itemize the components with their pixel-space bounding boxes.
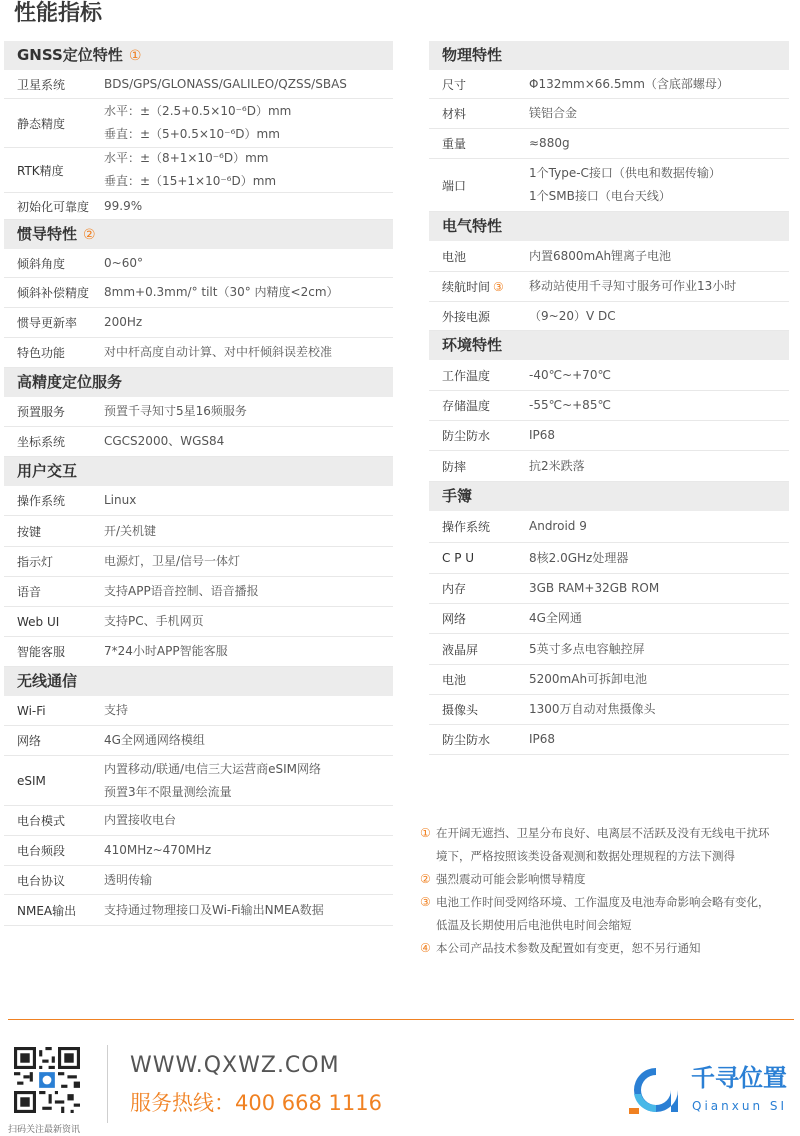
spec-value bbox=[529, 728, 789, 751]
section-header bbox=[4, 41, 393, 70]
spec-value-line: 内置移动/联通/电信三大运营商eSIM网络 bbox=[104, 761, 321, 776]
section-header bbox=[4, 457, 393, 486]
section-title: 无线通信 bbox=[17, 672, 78, 690]
spec-value-line: Android 9 bbox=[529, 519, 587, 533]
spec-label-text: 指示灯 bbox=[17, 555, 54, 569]
spec-label-text: 电池 bbox=[442, 673, 467, 687]
spec-value bbox=[104, 341, 393, 364]
spec-row bbox=[4, 577, 393, 607]
section-title: 手簿 bbox=[442, 487, 473, 505]
spec-label bbox=[429, 278, 529, 295]
spec-label-text: 电台模式 bbox=[17, 814, 66, 828]
service-hotline: 服务热线：400 668 1116 bbox=[130, 1091, 382, 1115]
footnote bbox=[420, 868, 798, 891]
spec-row bbox=[429, 421, 789, 451]
section-header bbox=[429, 331, 789, 360]
section-title: 高精度定位服务 bbox=[17, 373, 123, 391]
spec-label-text: 续航时间 bbox=[442, 280, 491, 294]
spec-row bbox=[4, 308, 393, 338]
spec-value bbox=[529, 132, 789, 155]
spec-label bbox=[4, 344, 104, 361]
spec-label-text: 尺寸 bbox=[442, 77, 467, 92]
spec-value bbox=[104, 281, 393, 304]
spec-value-line: 7*24小时APP智能客服 bbox=[104, 644, 228, 658]
section-title: 物理特性 bbox=[442, 46, 503, 64]
spec-value bbox=[529, 607, 789, 630]
footnote-text bbox=[436, 891, 770, 937]
spec-row bbox=[429, 725, 789, 755]
spec-label-text: 防尘防水 bbox=[442, 733, 491, 747]
section-title: 环境特性 bbox=[442, 336, 503, 354]
footnote-line: 电池工作时间受网络环境、工作温度及电池寿命影响会略有变化， bbox=[436, 895, 770, 909]
spec-row bbox=[429, 241, 789, 272]
spec-row bbox=[4, 607, 393, 637]
spec-value bbox=[104, 899, 393, 922]
spec-value-line: IP68 bbox=[529, 428, 556, 442]
spec-row bbox=[4, 99, 393, 148]
spec-value bbox=[104, 195, 393, 218]
website-url[interactable]: WWW.QXWZ.COM bbox=[130, 1053, 340, 1078]
spec-value-line: 8核2.0GHz处理器 bbox=[529, 550, 629, 565]
spec-value-line: 99.9% bbox=[104, 198, 143, 213]
spec-value bbox=[104, 580, 393, 603]
spec-value-line: 支持通过物理接口及Wi-Fi输出NMEA数据 bbox=[104, 902, 324, 917]
page-title: 性能指标 bbox=[14, 1, 103, 26]
spec-label bbox=[429, 105, 529, 122]
spec-value-line: 1个Type-C接口（供电和数据传输） bbox=[529, 166, 721, 180]
footnote-number: ① bbox=[420, 826, 431, 840]
spec-value bbox=[104, 729, 393, 752]
spec-value-line: 对中杆高度自动计算、对中杆倾斜误差校准 bbox=[104, 345, 333, 359]
footnotes bbox=[420, 822, 798, 960]
spec-label-text: Wi-Fi bbox=[17, 703, 46, 718]
spec-label bbox=[4, 403, 104, 420]
spec-value bbox=[529, 638, 789, 661]
spec-value-line: 内置接收电台 bbox=[104, 813, 177, 827]
spec-value bbox=[529, 73, 789, 96]
spec-label bbox=[429, 397, 529, 414]
spec-value-line: 8mm+0.3mm/° tilt（30° 内精度<2cm） bbox=[104, 285, 339, 299]
qr-caption: 扫码关注最新资讯 bbox=[8, 1125, 81, 1135]
spec-row bbox=[4, 148, 393, 193]
spec-value bbox=[529, 424, 789, 447]
spec-label-text: 防摔 bbox=[442, 459, 467, 474]
footnote-line: 低温及长期使用后电池供电时间会缩短 bbox=[436, 918, 632, 932]
footnote bbox=[420, 937, 798, 960]
spec-value bbox=[104, 758, 393, 804]
section-header bbox=[429, 212, 789, 241]
spec-label-text: 网络 bbox=[442, 612, 467, 626]
spec-row bbox=[429, 604, 789, 634]
spec-value bbox=[529, 364, 789, 387]
section-header bbox=[4, 220, 393, 249]
right-spec-column bbox=[429, 41, 789, 755]
spec-row bbox=[4, 547, 393, 577]
spec-row bbox=[4, 726, 393, 756]
spec-label bbox=[429, 551, 529, 565]
spec-value-line: 镁铝合金 bbox=[529, 106, 578, 120]
spec-label bbox=[4, 162, 104, 179]
spec-label bbox=[429, 248, 529, 265]
spec-value bbox=[529, 577, 789, 600]
spec-row bbox=[429, 360, 789, 391]
spec-label bbox=[429, 177, 529, 194]
spec-label-text: 特色功能 bbox=[17, 346, 66, 360]
spec-value-line: 0~60° bbox=[104, 255, 143, 270]
spec-label-text: eSIM bbox=[17, 773, 46, 788]
qr-code-icon bbox=[14, 1047, 80, 1113]
spec-value-line: 水平：±（2.5+0.5×10⁻⁶D）mm bbox=[104, 104, 292, 118]
spec-value-line: 开/关机键 bbox=[104, 523, 157, 538]
footnote-line: 强烈震动可能会影响惯导精度 bbox=[436, 872, 586, 886]
spec-value bbox=[529, 305, 789, 328]
spec-label bbox=[429, 701, 529, 718]
spec-value-line: 垂直：±（5+0.5×10⁻⁶D）mm bbox=[104, 127, 280, 141]
section-header bbox=[4, 667, 393, 696]
spec-label-text: 按键 bbox=[17, 524, 42, 539]
spec-value-line: 1个SMB接口（电台天线） bbox=[529, 189, 671, 203]
spec-label-text: 操作系统 bbox=[442, 520, 491, 534]
spec-label bbox=[4, 553, 104, 570]
spec-value bbox=[104, 699, 393, 722]
section-title: 惯导特性 bbox=[17, 225, 78, 243]
spec-value-line: 移动站使用千寻知寸服务可作业13小时 bbox=[529, 279, 737, 293]
spec-label-text: 防尘防水 bbox=[442, 429, 491, 443]
spec-row bbox=[429, 99, 789, 129]
spec-label bbox=[429, 518, 529, 535]
spec-label-text: 内存 bbox=[442, 582, 467, 596]
spec-row bbox=[4, 637, 393, 667]
spec-value-line: 5200mAh可拆卸电池 bbox=[529, 672, 648, 686]
spec-value bbox=[104, 252, 393, 275]
spec-value-line: 预置千寻知寸5星16频服务 bbox=[104, 404, 247, 418]
spec-label-text: 电台协议 bbox=[17, 873, 66, 888]
spec-value bbox=[529, 547, 789, 570]
spec-label-text: 惯导更新率 bbox=[17, 316, 78, 330]
spec-label bbox=[429, 458, 529, 475]
spec-value bbox=[104, 400, 393, 423]
spec-row bbox=[429, 391, 789, 421]
spec-row bbox=[429, 543, 789, 574]
spec-row bbox=[4, 696, 393, 726]
spec-label bbox=[4, 433, 104, 450]
footnote-marker: ① bbox=[128, 48, 142, 64]
spec-row bbox=[429, 511, 789, 543]
spec-label-text: 网络 bbox=[17, 734, 42, 748]
section-title: GNSS定位特性 bbox=[17, 46, 123, 64]
spec-row bbox=[429, 272, 789, 302]
spec-value-line: 1300万自动对焦摄像头 bbox=[529, 702, 656, 716]
footnote bbox=[420, 891, 798, 937]
spec-row bbox=[4, 516, 393, 547]
spec-value bbox=[529, 394, 789, 417]
spec-label-text: 预置服务 bbox=[17, 405, 66, 419]
spec-label bbox=[429, 671, 529, 688]
spec-value-line: 内置6800mAh锂离子电池 bbox=[529, 248, 672, 263]
spec-value bbox=[104, 869, 393, 892]
spec-row bbox=[429, 70, 789, 99]
spec-label bbox=[429, 308, 529, 325]
spec-row bbox=[4, 427, 393, 457]
spec-value-line: CGCS2000、WGS84 bbox=[104, 434, 225, 448]
spec-value bbox=[529, 162, 789, 208]
spec-value bbox=[529, 668, 789, 691]
spec-label bbox=[4, 583, 104, 600]
spec-value bbox=[104, 100, 393, 146]
spec-row bbox=[4, 836, 393, 866]
spec-row bbox=[4, 70, 393, 99]
footnote-number: ③ bbox=[420, 895, 431, 909]
footnote-line: 在开阔无遮挡、卫星分布良好、电离层不活跃及没有无线电干扰环 bbox=[436, 826, 770, 840]
spec-label bbox=[4, 902, 104, 919]
spec-label bbox=[4, 198, 104, 215]
spec-label-text: 外接电源 bbox=[442, 309, 491, 324]
spec-row bbox=[4, 193, 393, 220]
spec-value bbox=[104, 640, 393, 663]
footer-vertical-divider bbox=[107, 1045, 108, 1123]
spec-row bbox=[429, 634, 789, 665]
spec-row bbox=[4, 249, 393, 278]
spec-row bbox=[429, 451, 789, 482]
spec-value bbox=[104, 809, 393, 832]
spec-value bbox=[529, 515, 789, 538]
spec-value-line: ≈880g bbox=[529, 136, 570, 150]
spec-row bbox=[4, 278, 393, 308]
spec-value bbox=[529, 275, 789, 298]
spec-label bbox=[4, 774, 104, 788]
spec-row bbox=[4, 338, 393, 368]
spec-label-text: 初始化可靠度 bbox=[17, 199, 90, 214]
footnote-number: ② bbox=[420, 872, 431, 886]
spec-value-line: 透明传输 bbox=[104, 872, 153, 887]
spec-label-text: 操作系统 bbox=[17, 494, 66, 508]
spec-label-text: 存储温度 bbox=[442, 399, 491, 413]
spec-value-line: 电源灯，卫星/信号一体灯 bbox=[104, 554, 241, 568]
spec-value-line: Φ132mm×66.5mm（含底部螺母） bbox=[529, 76, 729, 91]
spec-value bbox=[529, 455, 789, 478]
spec-label bbox=[4, 643, 104, 660]
spec-value bbox=[529, 102, 789, 125]
spec-value-line: 4G全网通网络模组 bbox=[104, 733, 205, 747]
spec-value-line: 4G全网通 bbox=[529, 611, 582, 625]
spec-row bbox=[4, 866, 393, 895]
spec-label bbox=[429, 610, 529, 627]
spec-row bbox=[429, 159, 789, 212]
spec-label-text: 液晶屏 bbox=[442, 642, 479, 657]
spec-label bbox=[4, 872, 104, 889]
spec-label-text: 倾斜补偿精度 bbox=[17, 286, 90, 300]
spec-value-line: 垂直：±（15+1×10⁻⁶D）mm bbox=[104, 174, 277, 188]
spec-label-text: 摄像头 bbox=[442, 703, 479, 717]
spec-row bbox=[429, 129, 789, 159]
spec-label bbox=[429, 731, 529, 748]
spec-value bbox=[104, 311, 393, 334]
spec-value-line: BDS/GPS/GLONASS/GALILEO/QZSS/SBAS bbox=[104, 76, 347, 91]
spec-value bbox=[104, 147, 393, 193]
spec-label bbox=[4, 284, 104, 301]
spec-row bbox=[4, 486, 393, 516]
spec-label-text: 端口 bbox=[442, 178, 467, 193]
spec-value-line: -40℃~+70℃ bbox=[529, 367, 611, 382]
spec-value-line: 支持 bbox=[104, 703, 129, 717]
spec-row bbox=[429, 574, 789, 604]
spec-label bbox=[4, 704, 104, 718]
footnote bbox=[420, 822, 798, 868]
spec-label-text: RTK精度 bbox=[17, 163, 64, 178]
brand-name: 千寻位置 bbox=[691, 1064, 787, 1092]
spec-label bbox=[429, 367, 529, 384]
spec-label-text: 坐标系统 bbox=[17, 435, 66, 449]
spec-value bbox=[104, 610, 393, 633]
footnote-marker: ② bbox=[83, 227, 96, 243]
spec-value bbox=[529, 245, 789, 268]
section-title: 用户交互 bbox=[17, 462, 78, 480]
footnote-text bbox=[436, 868, 586, 891]
spec-label-text: Web UI bbox=[17, 614, 60, 629]
spec-value-line: 3GB RAM+32GB ROM bbox=[529, 581, 660, 595]
section-header bbox=[4, 368, 393, 397]
qianxun-logo-icon bbox=[627, 1064, 685, 1116]
brand-name-english: Qianxun SI bbox=[692, 1099, 788, 1113]
spec-label bbox=[4, 732, 104, 749]
spec-row bbox=[429, 665, 789, 695]
spec-label bbox=[429, 580, 529, 597]
spec-label-text: 倾斜角度 bbox=[17, 256, 66, 271]
spec-label bbox=[4, 615, 104, 629]
spec-label bbox=[4, 255, 104, 272]
footer-divider bbox=[8, 1019, 794, 1020]
footnote-text bbox=[436, 937, 701, 960]
spec-label-text: 卫星系统 bbox=[17, 77, 66, 92]
spec-label bbox=[4, 842, 104, 859]
spec-label bbox=[4, 76, 104, 93]
spec-label-text: 电池 bbox=[442, 249, 467, 264]
spec-value-line: IP68 bbox=[529, 732, 556, 746]
spec-value-line: 支持PC、手机网页 bbox=[104, 614, 204, 628]
spec-label-text: 重量 bbox=[442, 137, 467, 151]
spec-label-text: NMEA输出 bbox=[17, 903, 77, 918]
footnote-marker: ③ bbox=[493, 280, 504, 294]
spec-label bbox=[4, 115, 104, 132]
spec-label-text: 材料 bbox=[442, 107, 467, 121]
spec-label bbox=[4, 523, 104, 540]
footnote-line: 本公司产品技术参数及配置如有变更，恕不另行通知 bbox=[436, 941, 701, 955]
spec-value-line: 410MHz~470MHz bbox=[104, 843, 212, 857]
spec-value bbox=[104, 430, 393, 453]
spec-label bbox=[4, 492, 104, 509]
spec-row bbox=[429, 695, 789, 725]
spec-label-text: 电台频段 bbox=[17, 844, 66, 858]
spec-label bbox=[4, 812, 104, 829]
spec-row bbox=[4, 397, 393, 427]
spec-value bbox=[104, 550, 393, 573]
spec-value bbox=[104, 73, 393, 96]
spec-value-line: 5英寸多点电容触控屏 bbox=[529, 641, 645, 656]
spec-value-line: （9~20）V DC bbox=[529, 308, 616, 323]
section-header bbox=[429, 41, 789, 70]
spec-value-line: 抗2米跌落 bbox=[529, 458, 585, 473]
spec-value bbox=[104, 520, 393, 543]
spec-value-line: 支持APP语音控制、语音播报 bbox=[104, 584, 259, 598]
footnote-text bbox=[436, 822, 770, 868]
footnote-number: ④ bbox=[420, 941, 431, 955]
spec-row bbox=[4, 895, 393, 926]
spec-value-line: 预置3年不限量测绘流量 bbox=[104, 784, 232, 799]
section-title: 电气特性 bbox=[442, 217, 503, 235]
spec-label-text: 静态精度 bbox=[17, 116, 66, 131]
spec-label bbox=[429, 135, 529, 152]
spec-row bbox=[4, 756, 393, 806]
spec-value-line: -55℃~+85℃ bbox=[529, 398, 611, 412]
left-spec-column bbox=[4, 41, 393, 926]
footnote-line: 境下，严格按照该类设备观测和数据处理规程的方法下测得 bbox=[436, 849, 735, 863]
spec-value-line: Linux bbox=[104, 493, 137, 507]
spec-label bbox=[429, 641, 529, 658]
spec-label bbox=[4, 314, 104, 331]
spec-label bbox=[429, 427, 529, 444]
spec-value bbox=[104, 839, 393, 862]
spec-value bbox=[104, 489, 393, 512]
spec-row bbox=[429, 302, 789, 331]
spec-row bbox=[4, 806, 393, 836]
spec-label-text: 工作温度 bbox=[442, 368, 491, 383]
spec-value bbox=[529, 698, 789, 721]
spec-label bbox=[429, 76, 529, 93]
spec-value-line: 水平：±（8+1×10⁻⁶D）mm bbox=[104, 151, 269, 165]
spec-label-text: 语音 bbox=[17, 585, 42, 599]
section-header bbox=[429, 482, 789, 511]
spec-label-text: C P U bbox=[442, 551, 475, 565]
spec-label-text: 智能客服 bbox=[17, 645, 66, 659]
spec-value-line: 200Hz bbox=[104, 315, 143, 329]
